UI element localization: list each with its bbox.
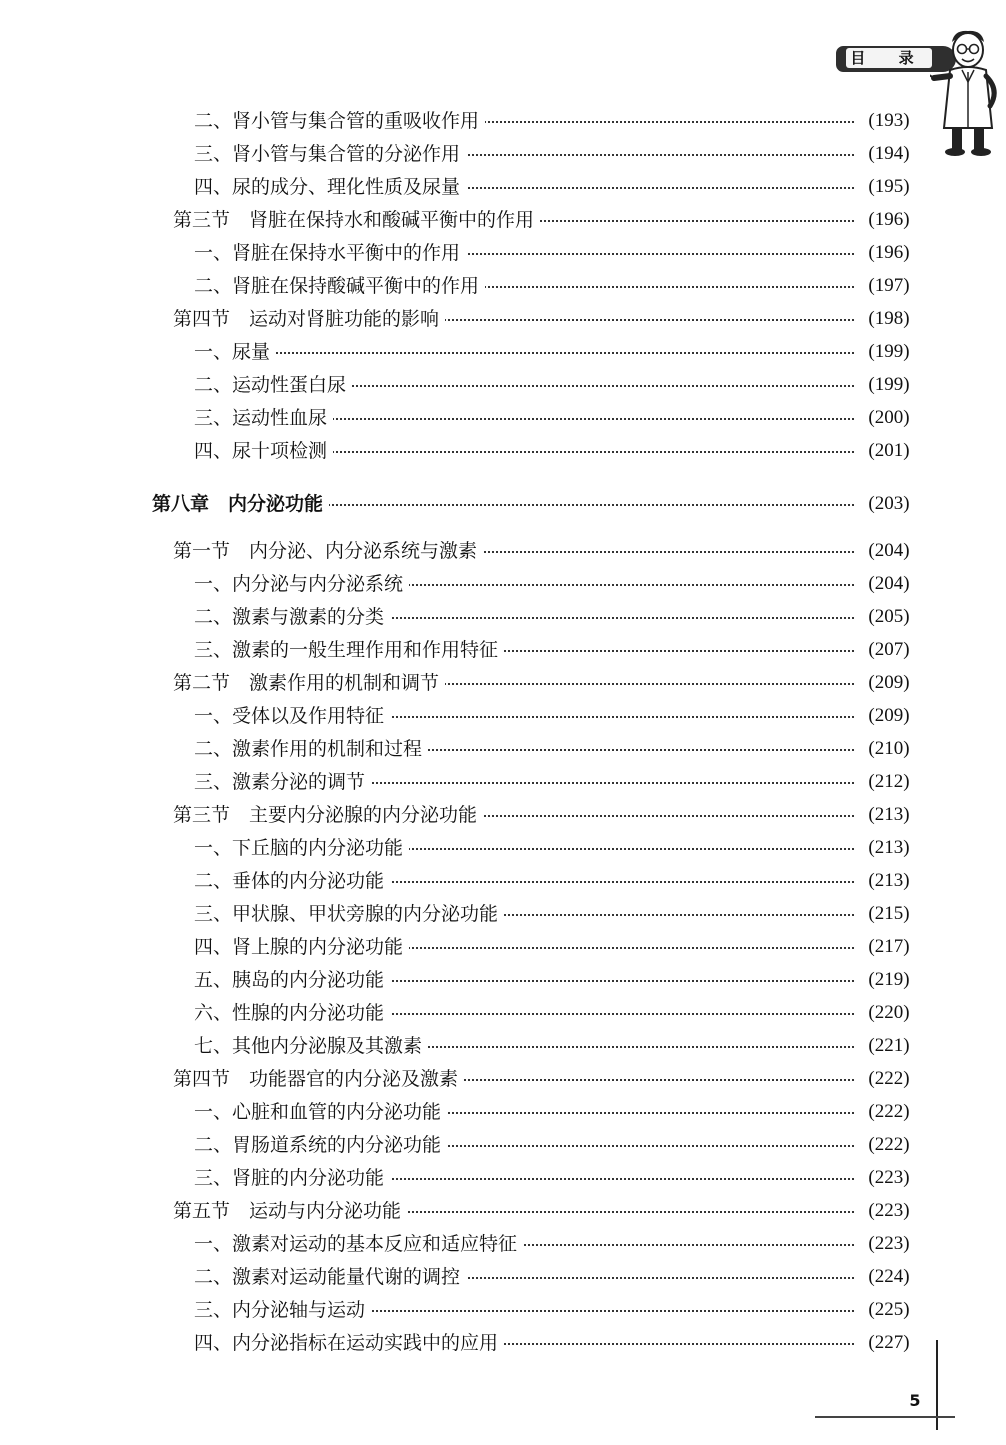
toc-entry[interactable]	[0, 1229, 1006, 1259]
toc-entry[interactable]	[0, 1196, 1006, 1226]
toc-entry[interactable]	[0, 569, 1006, 599]
toc-entry-title: 二、肾小管与集合管的重吸收作用	[194, 106, 485, 136]
toc-entry-title: 一、尿量	[194, 337, 276, 367]
toc-entry-page: (224)	[868, 1266, 910, 1287]
toc-entry-title: 第四节 运动对肾脏功能的影响	[173, 304, 445, 334]
toc-entry-page: (201)	[868, 440, 910, 461]
toc-entry[interactable]	[0, 403, 1006, 433]
toc-entry[interactable]	[0, 271, 1006, 301]
toc-entry-page: (210)	[868, 738, 910, 759]
toc-entry-page: (193)	[868, 110, 910, 131]
toc-entry-title: 第二节 激素作用的机制和调节	[173, 668, 445, 698]
toc-entry-page: (196)	[868, 209, 910, 230]
toc-entry[interactable]	[0, 536, 1006, 566]
page-number: 5	[909, 1391, 921, 1410]
toc-entry-page: (219)	[868, 969, 910, 990]
toc-entry-title: 三、肾小管与集合管的分泌作用	[194, 139, 466, 169]
toc-entry[interactable]	[0, 172, 1006, 202]
toc-entry[interactable]	[0, 370, 1006, 400]
toc-entry-title: 第三节 主要内分泌腺的内分泌功能	[173, 800, 483, 830]
toc-entry[interactable]	[0, 899, 1006, 929]
toc-entry-title: 二、激素对运动能量代谢的调控	[194, 1262, 466, 1292]
toc-entry[interactable]	[0, 106, 1006, 136]
toc-entry-title: 第一节 内分泌、内分泌系统与激素	[173, 536, 483, 566]
toc-entry-title: 四、内分泌指标在运动实践中的应用	[194, 1328, 504, 1358]
toc-entry-page: (213)	[868, 870, 910, 891]
toc-entry-title: 第四节 功能器官的内分泌及激素	[173, 1064, 464, 1094]
toc-entry-title: 一、下丘脑的内分泌功能	[194, 833, 409, 863]
toc-entry[interactable]	[0, 1163, 1006, 1193]
toc-entry-title: 二、激素与激素的分类	[194, 602, 390, 632]
toc-entry-page: (223)	[868, 1200, 910, 1221]
toc-entry[interactable]	[0, 866, 1006, 896]
toc-entry-title: 二、胃肠道系统的内分泌功能	[194, 1130, 447, 1160]
toc-entry-page: (222)	[868, 1068, 910, 1089]
toc-entry-title: 一、受体以及作用特征	[194, 701, 390, 731]
toc-entry-title: 二、运动性蛋白尿	[194, 370, 352, 400]
toc-entry[interactable]	[0, 1031, 1006, 1061]
toc-entry-page: (213)	[868, 837, 910, 858]
toc-entry[interactable]	[0, 1064, 1006, 1094]
toc-entry-page: (227)	[868, 1332, 910, 1353]
toc-entry-title: 一、心脏和血管的内分泌功能	[194, 1097, 447, 1127]
toc-entry-page: (222)	[868, 1134, 910, 1155]
toc-entry[interactable]	[0, 337, 1006, 367]
toc-entry[interactable]	[0, 205, 1006, 235]
toc-leader-dots	[200, 352, 854, 354]
toc-entry-title: 三、内分泌轴与运动	[194, 1295, 371, 1325]
toc-entry[interactable]	[0, 436, 1006, 466]
toc-entry-page: (213)	[868, 804, 910, 825]
toc-entry-title: 一、激素对运动的基本反应和适应特征	[194, 1229, 523, 1259]
toc-entry-title: 第五节 运动与内分泌功能	[173, 1196, 407, 1226]
toc-entry[interactable]	[0, 139, 1006, 169]
toc-entry[interactable]	[0, 602, 1006, 632]
toc-entry-page: (223)	[868, 1233, 910, 1254]
toc-entry-page: (194)	[868, 143, 910, 164]
toc-entry-page: (198)	[868, 308, 910, 329]
toc-entry-title: 一、肾脏在保持水平衡中的作用	[194, 238, 466, 268]
toc-entry-page: (222)	[868, 1101, 910, 1122]
toc-entry[interactable]	[0, 767, 1006, 797]
toc-entry[interactable]	[0, 965, 1006, 995]
page-corner-rule-horizontal	[815, 1416, 955, 1418]
toc-entry[interactable]	[0, 668, 1006, 698]
toc-entry-page: (225)	[868, 1299, 910, 1320]
toc-entry-title: 四、尿十项检测	[194, 436, 333, 466]
toc-entry-page: (204)	[868, 540, 910, 561]
toc-entry[interactable]	[0, 734, 1006, 764]
toc-entry-page: (199)	[868, 374, 910, 395]
toc-entry[interactable]	[0, 998, 1006, 1028]
toc-entry-page: (205)	[868, 606, 910, 627]
toc-entry[interactable]	[0, 1130, 1006, 1160]
toc-entry-title: 三、甲状腺、甲状旁腺的内分泌功能	[194, 899, 504, 929]
toc-entry-page: (207)	[868, 639, 910, 660]
toc-entry-page: (200)	[868, 407, 910, 428]
toc-entry-page: (220)	[868, 1002, 910, 1023]
toc-entry[interactable]	[0, 833, 1006, 863]
toc-entry-page: (199)	[868, 341, 910, 362]
toc-entry-page: (223)	[868, 1167, 910, 1188]
toc-entry[interactable]	[0, 238, 1006, 268]
toc-entry-page: (215)	[868, 903, 910, 924]
toc-entry[interactable]	[0, 1097, 1006, 1127]
toc-entry[interactable]	[0, 932, 1006, 962]
toc-entry-page: (203)	[868, 493, 910, 514]
toc-entry-title: 二、肾脏在保持酸碱平衡中的作用	[194, 271, 485, 301]
toc-entry-page: (195)	[868, 176, 910, 197]
toc-entry[interactable]	[0, 489, 1006, 519]
toc-entry-page: (204)	[868, 573, 910, 594]
toc-entry-title: 第三节 肾脏在保持水和酸碱平衡中的作用	[173, 205, 540, 235]
toc-entry-page: (217)	[868, 936, 910, 957]
toc-entry[interactable]	[0, 701, 1006, 731]
toc-entry-title: 三、激素分泌的调节	[194, 767, 371, 797]
toc-header-label: 目 录	[846, 48, 932, 68]
toc-entry[interactable]	[0, 1328, 1006, 1358]
toc-entry[interactable]	[0, 1262, 1006, 1292]
toc-entry-title: 三、运动性血尿	[194, 403, 333, 433]
toc-entry-title: 六、性腺的内分泌功能	[194, 998, 390, 1028]
toc-entry-page: (197)	[868, 275, 910, 296]
toc-entry[interactable]	[0, 304, 1006, 334]
toc-entry-page: (196)	[868, 242, 910, 263]
toc-entry-title: 五、胰岛的内分泌功能	[194, 965, 390, 995]
toc-entry-page: (209)	[868, 672, 910, 693]
toc-entry-title: 一、内分泌与内分泌系统	[194, 569, 409, 599]
toc-entry[interactable]	[0, 635, 1006, 665]
toc-entry-title: 二、激素作用的机制和过程	[194, 734, 428, 764]
toc-entry-title: 三、激素的一般生理作用和作用特征	[194, 635, 504, 665]
toc-entry-title: 四、肾上腺的内分泌功能	[194, 932, 409, 962]
toc-entry-title: 二、垂体的内分泌功能	[194, 866, 390, 896]
toc-entry-title: 三、肾脏的内分泌功能	[194, 1163, 390, 1193]
toc-entry-page: (212)	[868, 771, 910, 792]
toc-entry-page: (221)	[868, 1035, 910, 1056]
toc-entry[interactable]	[0, 800, 1006, 830]
toc-entry-title: 七、其他内分泌腺及其激素	[194, 1031, 428, 1061]
toc-entry-title: 四、尿的成分、理化性质及尿量	[194, 172, 466, 202]
toc-entry[interactable]	[0, 1295, 1006, 1325]
toc-entry-page: (209)	[868, 705, 910, 726]
toc-entry-title: 第八章 内分泌功能	[152, 489, 329, 519]
